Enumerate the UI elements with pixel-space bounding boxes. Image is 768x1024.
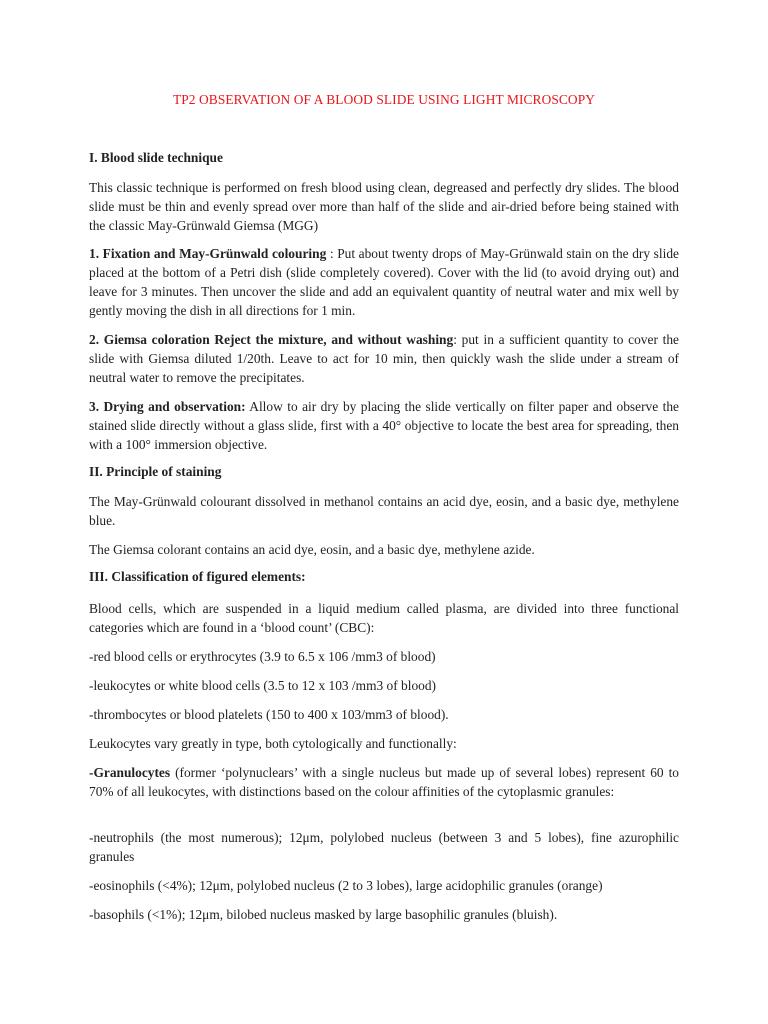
list-item-leukocytes: -leukocytes or white blood cells (3.5 to 12 x 103 /mm3 of blood) [89, 678, 436, 693]
step-2-title: 2. Giemsa coloration Reject the mixture, and without washing [89, 332, 454, 347]
step-1-title: 1. Fixation and May-Grünwald colouring [89, 246, 327, 261]
paragraph-giemsa: The Giemsa colorant contains an acid dye, eosin, and a basic dye, methylene azide. [89, 542, 535, 557]
list-item-basophils: -basophils (<1%); 12μm, bilobed nucleus masked by large basophilic granules (bluish). [89, 907, 558, 922]
section-heading-blood-slide-technique: I. Blood slide technique [89, 150, 223, 165]
paragraph-granulocytes [89, 763, 679, 801]
section-heading-classification: III. Classification of figured elements: [89, 569, 306, 584]
granulocytes-text: (former ‘polynuclears’ with a single nucleus but made up of several lobes) represent 60 to 70% of all leukocytes, with distinctions based on the colour affinities of the cytoplasmic granules: [89, 765, 679, 799]
paragraph-step-3 [89, 397, 679, 454]
section-heading-principle-of-staining: II. Principle of staining [89, 464, 222, 479]
paragraph-intro: This classic technique is performed on fresh blood using clean, degreased and perfectly dry slides. The blood slide must be thin and evenly spread over more than half of the slide and air-dried before being stained with the classic May-Grünwald Giemsa (MGG) [89, 180, 679, 233]
list-item-eosinophils: -eosinophils (<4%); 12μm, polylobed nucleus (2 to 3 lobes), large acidophilic granules (orange) [89, 878, 603, 893]
paragraph-step-1 [89, 244, 679, 320]
list-item-neutrophils: -neutrophils (the most numerous); 12μm, polylobed nucleus (between 3 and 5 lobes), fine azurophilic granules [89, 830, 679, 864]
page-title: TP2 OBSERVATION OF A BLOOD SLIDE USING LIGHT MICROSCOPY [172, 92, 596, 107]
paragraph-blood-cells: Blood cells, which are suspended in a liquid medium called plasma, are divided into three functional categories which are found in a ‘blood count’ (CBC): [89, 601, 679, 635]
paragraph-may-grunwald: The May-Grünwald colourant dissolved in methanol contains an acid dye, eosin, and a basic dye, methylene blue. [89, 494, 679, 528]
paragraph-leukocytes-vary: Leukocytes vary greatly in type, both cytologically and functionally: [89, 736, 457, 751]
list-item-thrombocytes: -thrombocytes or blood platelets (150 to 400 x 103/mm3 of blood). [89, 707, 449, 722]
step-3-title: 3. Drying and observation: [89, 399, 246, 414]
list-item-red-blood-cells: -red blood cells or erythrocytes (3.9 to 6.5 x 106 /mm3 of blood) [89, 649, 436, 664]
step-2-text: : put in a sufficient quantity to cover the slide with Giemsa diluted 1/20th. Leave to act for 10 min, then quickly wash the slide under a stream of neutral water to remove the precipitates. [89, 332, 679, 385]
paragraph-step-2 [89, 330, 679, 387]
granulocytes-title: -Granulocytes [89, 765, 171, 780]
step-3-text: Allow to air dry by placing the slide vertically on filter paper and observe the stained slide directly without a glass slide, first with a 40° objective to locate the best area for spreading, then with a 100° immersion objective. [89, 399, 679, 452]
step-1-text: : Put about twenty drops of May-Grünwald stain on the dry slide placed at the bottom of a Petri dish (slide completely covered). Cover with the lid (to avoid drying out) and leave for 3 minutes. Then uncover the slide and add an equivalent quantity of neutral water and mix well by gently moving the dish in all directions for 1 min. [89, 246, 679, 318]
